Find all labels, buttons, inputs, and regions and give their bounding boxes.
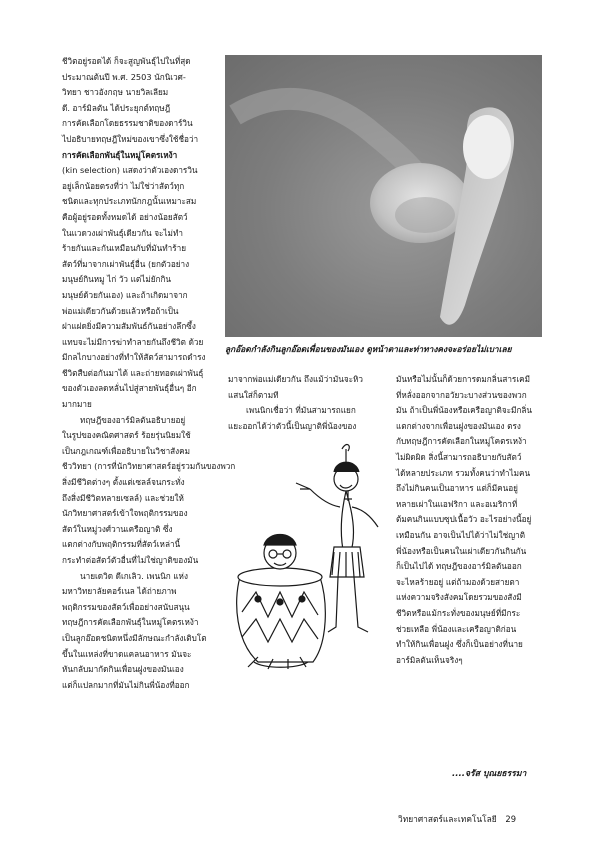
text-line: มีกลไกบางอย่างที่ทำให้สัตว์สามารถดำรง	[62, 352, 206, 363]
page-number: 29	[505, 814, 517, 824]
text-line: การคัดเลือกโดยธรรมชาติของดาร์วิน	[62, 118, 193, 129]
text-line: กระทำต่อสัตว์ตัวอื่นที่ไม่ใช่ญาติของมัน	[62, 555, 199, 565]
text-line: ถึงไม่กินคนเป็นอาหาร แต่ก็มีคนอยู่	[396, 483, 518, 494]
text-line: มากมาย	[62, 399, 92, 410]
author-signature: ....จรัส บุณยธรรมา	[452, 769, 527, 779]
text-line: ดี. อาร์มิลตัน ได้ประยุกต์ทฤษฎี	[62, 102, 171, 113]
text-line: สิ่งมีชีวิตต่างๆ ตั้งแต่เซลล์จนกระทั่ง	[62, 477, 185, 488]
text-line: แสนใส่ก็ตามที	[228, 389, 279, 400]
left-text-column	[62, 54, 236, 693]
text-line: ทฤษฎีของอาร์มิลตันอธิบายอยู่	[80, 414, 186, 425]
text-line: แตกต่างกับพฤติกรรมที่สัตว์เหล่านี้	[62, 539, 181, 550]
text-line: ที่หลั่งออกจากอวัยวะบางส่วนของพวก	[396, 389, 527, 400]
text-line: แทบจะไม่มีการฆ่าทำลายกันถึงชีวิต ด้วย	[62, 336, 204, 347]
text-line: อาร์มิลตันเห็นจริงๆ	[396, 654, 463, 665]
text-line: แตกต่างจากเพื่อนฝูงของมันเอง ตรง	[396, 420, 521, 431]
text-line: พ่อแม่เดียวกันด้วยแล้วหรือถ้าเป็น	[62, 305, 179, 316]
text-line: จะไหลร้ายอยู่ แต่ถ้ามองด้วยสายตา	[396, 576, 520, 587]
text-line: ในแวดวงเผ่าพันธุ์เดียวกัน จะไม่ทำ	[62, 227, 183, 238]
text-line: ได้หลายประเภท รวมทั้งคนว่าทำไมคน	[396, 467, 531, 478]
photo-caption: ลูกอ๊อดกำลังกินลูกอ๊อดเพื่อนของมันเอง ดูหน้าตาและท่าทางคงจะอร่อยไม่เบาเลย	[225, 344, 512, 354]
text-line: มนุษย์ด้วยกันเอง) และถ้าเกิดมาจาก	[62, 289, 188, 300]
text-line: มัน ถ้าเป็นพี่น้องหรือเครือญาติจะมีกลิ่น	[396, 405, 533, 416]
text-line: ประมาณต้นปี พ.ศ. 2503 นักนิเวศ-	[62, 71, 186, 82]
text-line: ไปอธิบายทฤษฎีใหม่ของเขาซึ่งใช้ชื่อว่า	[62, 133, 199, 144]
text-line: มันหรือไม่นั้นก็ด้วยการดมกลิ่นสารเคมี	[396, 374, 530, 384]
text-line: ชีววิทยา (การที่นักวิทยาศาสตร์อยู่รวมกันของพวก	[62, 461, 236, 472]
text-line: ต้มคนกินแบบซุปเนื้อวัว อะไรอย่างนี้อยู่	[396, 514, 532, 525]
cannibal-pot-drawing	[228, 427, 394, 669]
text-line: ชีวิตหรือแม้กระทั่งของมนุษย์ที่มีกระ	[396, 607, 521, 618]
magazine-name: วิทยาศาสตร์และเทคโนโลยี	[398, 814, 497, 824]
text-line: อยู่เล็กน้อยตรงที่ว่า ไม่ใช่ว่าสัตว์ทุก	[62, 180, 185, 191]
text-line: ชีวิตสืบต่อกันมาได้ และถ่ายทอดเผ่าพันธุ์	[62, 367, 204, 378]
text-line: พฤติกรรมของสัตว์เพื่ออย่างสนับสนุน	[62, 601, 190, 612]
text-line: แห่งความจริงสังคมโดยรวมของสังมี	[396, 592, 522, 603]
text-line: ขึ้นในแหล่งที่ขาดแคลนอาหาร มันจะ	[62, 648, 192, 659]
page-footer	[398, 812, 516, 826]
text-line: ร้ายกันและกันเหมือนกับที่มันทำร้าย	[62, 243, 187, 254]
text-line: ในรูปของคณิตศาสตร์ ร้อยรุ่นนิยมใช้	[62, 430, 191, 441]
text-line: มาจากพ่อแม่เดียวกัน ถึงแม้ว่ามันจะหิว	[228, 374, 364, 384]
text-line: ของตัวเองลดหลั่นไปสู่สายพันธุ์อื่นๆ อีก	[62, 383, 197, 394]
text-line: ก็เป็นไปได้ ทฤษฎีของอาร์มิลตันออก	[396, 561, 522, 572]
text-line: พี่น้องหรือเป็นคนในเผ่าเดียวกันกินกัน	[396, 545, 527, 556]
text-line: ช่วยเหลือ พี่น้องและเครือญาติก่อน	[396, 623, 517, 634]
cannibal-cartoon	[228, 427, 394, 669]
text-line: ฝาแฝดยิ่งมีความสัมพันธ์กันอย่างลึกซึ้ง	[62, 321, 196, 332]
middle-text-column	[228, 372, 384, 434]
text-line: หันกลับมากัดกินเพื่อนฝูงของมันเอง	[62, 664, 184, 675]
text-line: แยะออกได้ว่าตัวนี้เป็นญาติพี่น้องของ	[228, 420, 357, 431]
text-line: สัตว์ที่มาจากเผ่าพันธุ์อื่น (ยกตัวอย่าง	[62, 258, 190, 269]
text-line: ถึงสิ่งมีชีวิตหลายเซลล์) และช่วยให้	[62, 492, 184, 503]
text-line: แต่ก็แปลกมากที่มันไม่กินพี่น้องที่ออก	[62, 679, 190, 690]
text-line: ทำให้กินเพื่อนฝูง ซึ่งก็เป็นอย่างที่นาย	[396, 639, 523, 650]
text-line: วิทยา ชาวอังกฤษ นายวิลเลียม	[62, 87, 169, 98]
text-line: ไม่ผิดผิด สิ่งนี้สามารถอธิบายกับสัตว์	[396, 451, 522, 462]
right-text-column	[396, 372, 542, 668]
text-line: ชีวิตอยู่รอดได้ ก็จะสูญพันธุ์ไปในที่สุด	[62, 56, 191, 66]
text-line: เพนนิกเชื่อว่า ที่มันสามารถแยก	[246, 405, 356, 416]
text-line: ชนิดและทุกประเภทนักกฎนั้นเหมาะสม	[62, 196, 197, 207]
tadpole-image	[225, 55, 542, 337]
tadpole-photo	[225, 55, 542, 337]
text-line: มนุษย์กินหมู ไก่ วัว แต่ไม่ยักกิน	[62, 274, 172, 285]
text-line: เป็นลูกอ๊อดชนิดหนึ่งมีลักษณะกำลังเติบโต	[62, 632, 207, 643]
text-line: การคัดเลือกพันธุ์ในหมู่โคตรเหง้า	[62, 149, 178, 160]
text-line: กับทฤษฎีการคัดเลือกในหมู่โคตรเหง้า	[396, 436, 527, 447]
text-line: นักวิทยาศาสตร์เข้าใจพฤติกรรมของ	[62, 508, 188, 519]
text-line: หลายเผ่าในแอฟริกา และอเมริกาที่	[396, 498, 518, 509]
text-line: เหมือนกัน อาจเป็นไปได้ว่าไม่ใช่ญาติ	[396, 529, 526, 540]
text-line: นายเดวิด ดีเกเลิว. เพนนิก แห่ง	[80, 570, 188, 581]
text-line: เป็นกฎเกณฑ์เพื่ออธิบายในวิชาสังคม	[62, 445, 191, 456]
text-line: สัตว์ในหมู่วงศ์วานเครือญาติ ซึ่ง	[62, 523, 173, 534]
text-line: มหาวิทยาลัยคอร์เนล ได้ถ่ายภาพ	[62, 586, 177, 597]
text-line: คือผู้อยู่รอดทั้งหมดได้ อย่างน้อยสัตว์	[62, 211, 188, 222]
text-line: (kin selection) แสดงว่าตัวเองดารวิน	[62, 165, 198, 176]
text-line: ทฤษฎีการคัดเลือกพันธุ์ในหมู่โคตรเหง้า	[62, 617, 199, 628]
